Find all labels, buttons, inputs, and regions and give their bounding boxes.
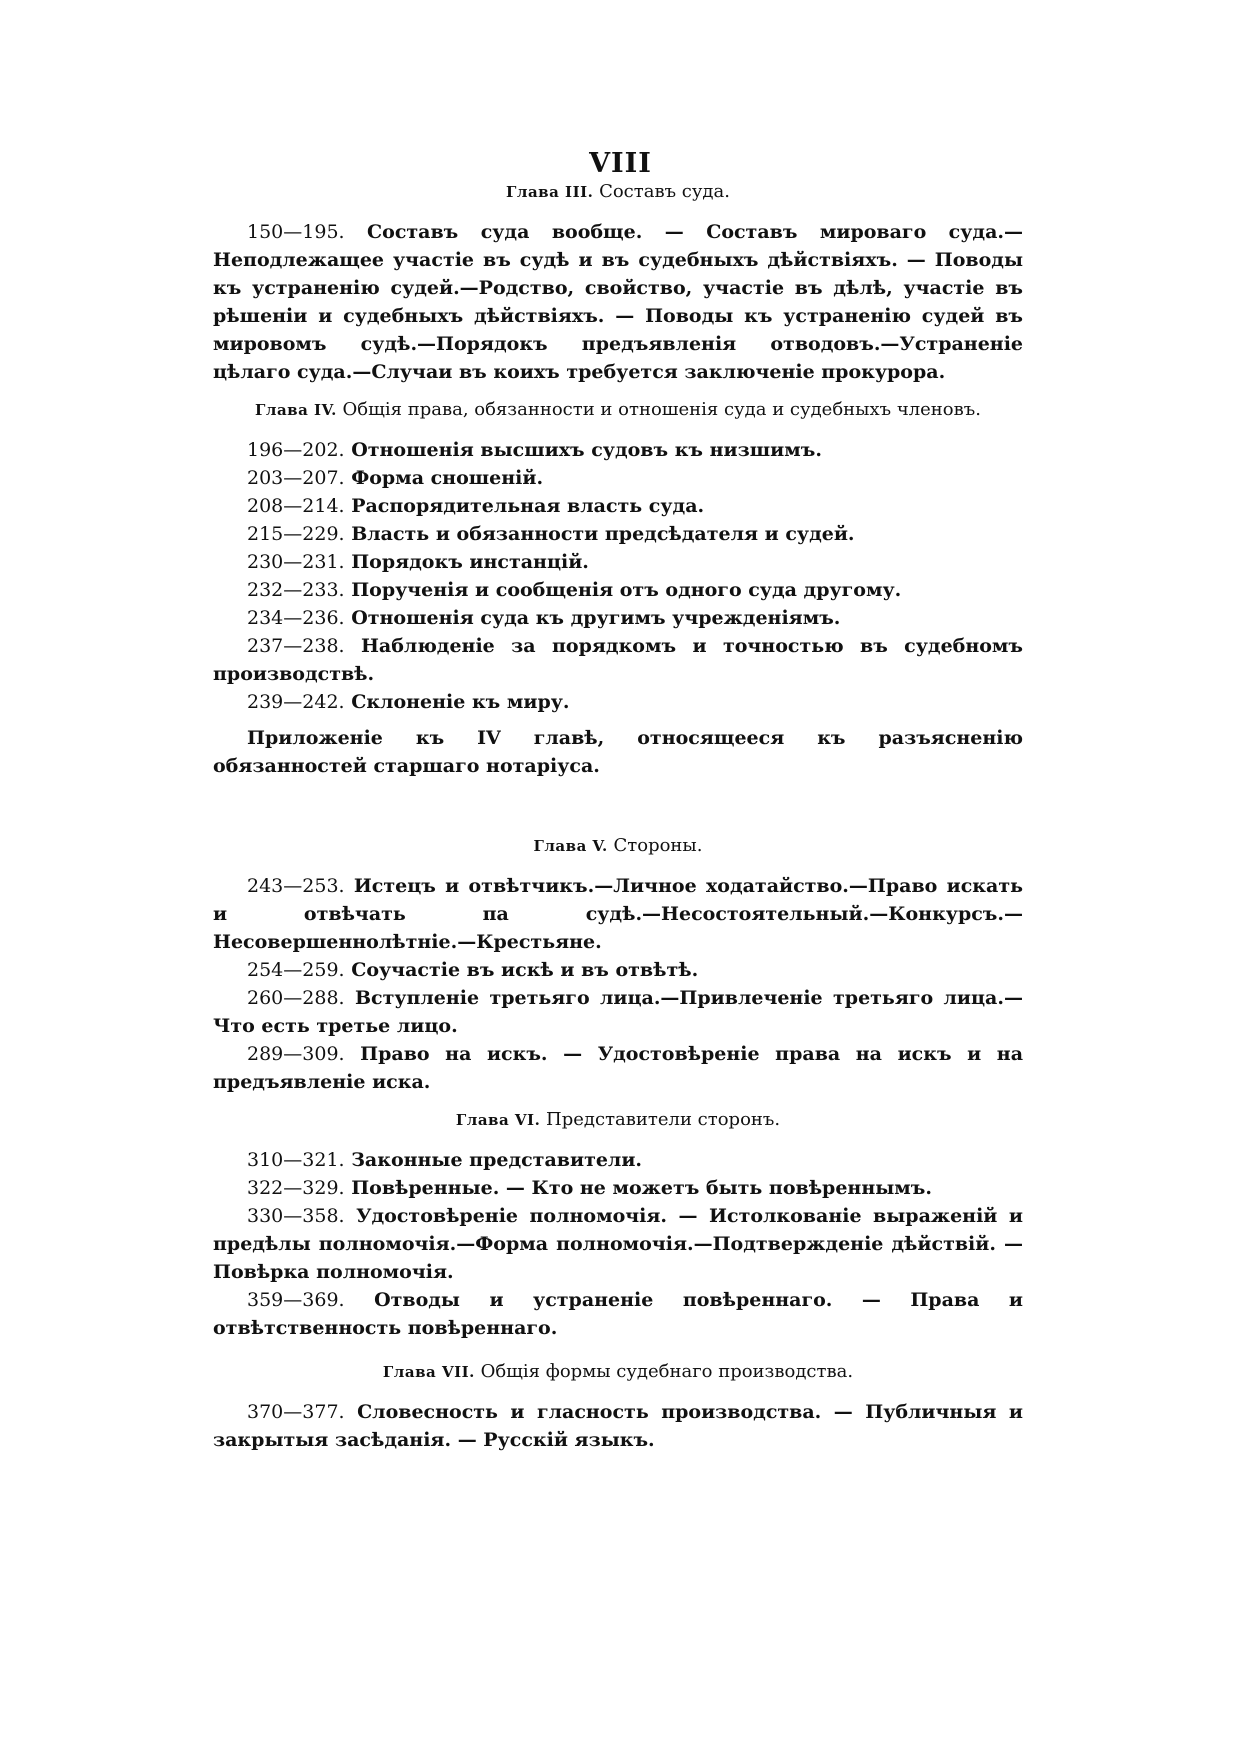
chapter-6 <box>213 1106 1023 1342</box>
article-range: 359—369. <box>247 1289 345 1311</box>
list-item <box>213 1040 1023 1096</box>
chapter-heading <box>213 1358 1023 1386</box>
appendix-note: Приложеніе къ IV главѣ, относящееся къ разъясненію обязанностей старшаго нотаріуса. <box>213 727 1023 777</box>
article-text: Отношенія суда къ другимъ учрежденіямъ. <box>351 607 841 629</box>
chapter-title: Общія формы судебнаго производства. <box>480 1361 854 1382</box>
list-item <box>213 956 1023 984</box>
article-text: Вступленіе третьяго лица.—Привлеченіе третьяго лица.—Что есть третье лицо. <box>213 987 1023 1037</box>
article-range: 232—233. <box>247 579 345 601</box>
list-item <box>213 984 1023 1040</box>
article-text: Соучастіе въ искѣ и въ отвѣтѣ. <box>351 959 699 981</box>
article-range: 237—238. <box>247 635 345 657</box>
article-text: Распорядительная власть суда. <box>351 495 705 517</box>
chapter-label: Глава VI. <box>455 1111 541 1129</box>
article-text: Отводы и устраненіе повѣреннаго. — Права и отвѣтственность повѣреннаго. <box>213 1289 1023 1339</box>
article-range: 322—329. <box>247 1177 345 1199</box>
article-text: Власть и обязанности предсѣдателя и судей. <box>351 523 855 545</box>
article-range: 150—195. <box>247 221 345 243</box>
article-list <box>213 1146 1023 1342</box>
article-range: 203—207. <box>247 467 345 489</box>
chapter-heading <box>213 396 1023 424</box>
article-range: 230—231. <box>247 551 345 573</box>
list-item <box>213 520 1023 548</box>
list-item <box>213 464 1023 492</box>
list-item <box>213 1146 1023 1174</box>
article-text: Истецъ и отвѣтчикъ.—Личное ходатайство.—Право искать и отвѣчать па судѣ.—Несостоятельный.—Конкурсъ.—Несовершеннолѣтніе.—Крестьяне. <box>213 875 1023 953</box>
chapter-label: Глава VII. <box>382 1363 475 1381</box>
article-text: Удостовѣреніе полномочія. — Истолкованіе выраженій и предѣлы полномочія.—Форма полномочія.—Подтвержденіе дѣйствій. — Повѣрка полномочія. <box>213 1205 1023 1283</box>
chapter-heading <box>213 832 1023 860</box>
list-item <box>213 1286 1023 1342</box>
article-range: 260—288. <box>247 987 345 1009</box>
article-text: Право на искъ. — Удостовѣреніе права на искъ и на предъявленіе иска. <box>213 1043 1024 1093</box>
article-range: 330—358. <box>247 1205 345 1227</box>
article-text: Склоненіе къ миру. <box>351 691 570 713</box>
article-range: 208—214. <box>247 495 345 517</box>
list-item <box>213 548 1023 576</box>
article-text: Наблюденіе за порядкомъ и точностью въ судебномъ производствѣ. <box>213 635 1023 685</box>
article-text: Составъ суда вообще. — Составъ мировагo суда.—Неподлежащее участіе въ судѣ и въ судебныхъ дѣйствіяхъ. — Поводы къ устраненію судей.—Родство, свойство, участіе въ дѣлѣ, участіе въ рѣшеніи и судебныхъ дѣйствіяхъ. — Поводы къ устраненію судей въ мировомъ судѣ.—Порядокъ предъявленія отводовъ.—Устраненіе цѣлаго суда.—Случаи въ коихъ требуется заключеніе прокурора. <box>213 221 1024 383</box>
article-text: Отношенія высшихъ судовъ къ низшимъ. <box>351 439 822 461</box>
list-item <box>213 872 1023 956</box>
article-range: 243—253. <box>247 875 345 897</box>
chapter-title: Стороны. <box>613 835 703 856</box>
article-range: 310—321. <box>247 1149 345 1171</box>
chapter-label: Глава III. <box>506 183 594 201</box>
chapter-title: Представители сторонъ. <box>546 1109 781 1130</box>
article-text: Форма сношеній. <box>351 467 544 489</box>
list-item <box>213 576 1023 604</box>
list-item <box>213 604 1023 632</box>
list-item <box>213 688 1023 716</box>
chapter-4 <box>213 396 1023 780</box>
list-item <box>213 436 1023 464</box>
chapter-7 <box>213 1358 1023 1454</box>
chapter-heading <box>213 178 1023 206</box>
article-text: Повѣренные. — Кто не можетъ быть повѣреннымъ. <box>351 1177 932 1199</box>
article-text: Законные представители. <box>351 1149 643 1171</box>
article-range: 196—202. <box>247 439 345 461</box>
article-range: 234—236. <box>247 607 345 629</box>
list-item <box>213 492 1023 520</box>
article-list <box>213 436 1023 716</box>
list-item <box>213 1202 1023 1286</box>
article-list <box>213 872 1023 1096</box>
chapter-title: Общія права, обязанности и отношенія суда и судебныхъ членовъ. <box>342 399 981 420</box>
chapter-heading <box>213 1106 1023 1134</box>
article-text: Словесность и гласность производства. — Публичныя и закрытыя засѣданія. — Русскій языкъ. <box>213 1401 1023 1451</box>
article-range: 215—229. <box>247 523 345 545</box>
article-range: 289—309. <box>247 1043 345 1065</box>
article-range: 239—242. <box>247 691 345 713</box>
article-range: 254—259. <box>247 959 345 981</box>
chapter-title: Составъ суда. <box>599 181 730 202</box>
chapter-label: Глава IV. <box>255 401 337 419</box>
list-item <box>213 632 1023 688</box>
article-range: 370—377. <box>247 1401 345 1423</box>
article-text: Порядокъ инстанцій. <box>351 551 589 573</box>
list-item <box>213 1398 1023 1454</box>
list-item <box>213 1174 1023 1202</box>
article-list <box>213 1398 1023 1454</box>
list-item <box>213 218 1023 386</box>
chapter-5 <box>213 832 1023 1096</box>
chapter-label: Глава V. <box>533 837 608 855</box>
chapter-3 <box>213 178 1023 386</box>
article-text: Порученія и сообщенія отъ одного суда другому. <box>351 579 902 601</box>
page-number: VIII <box>589 148 652 179</box>
